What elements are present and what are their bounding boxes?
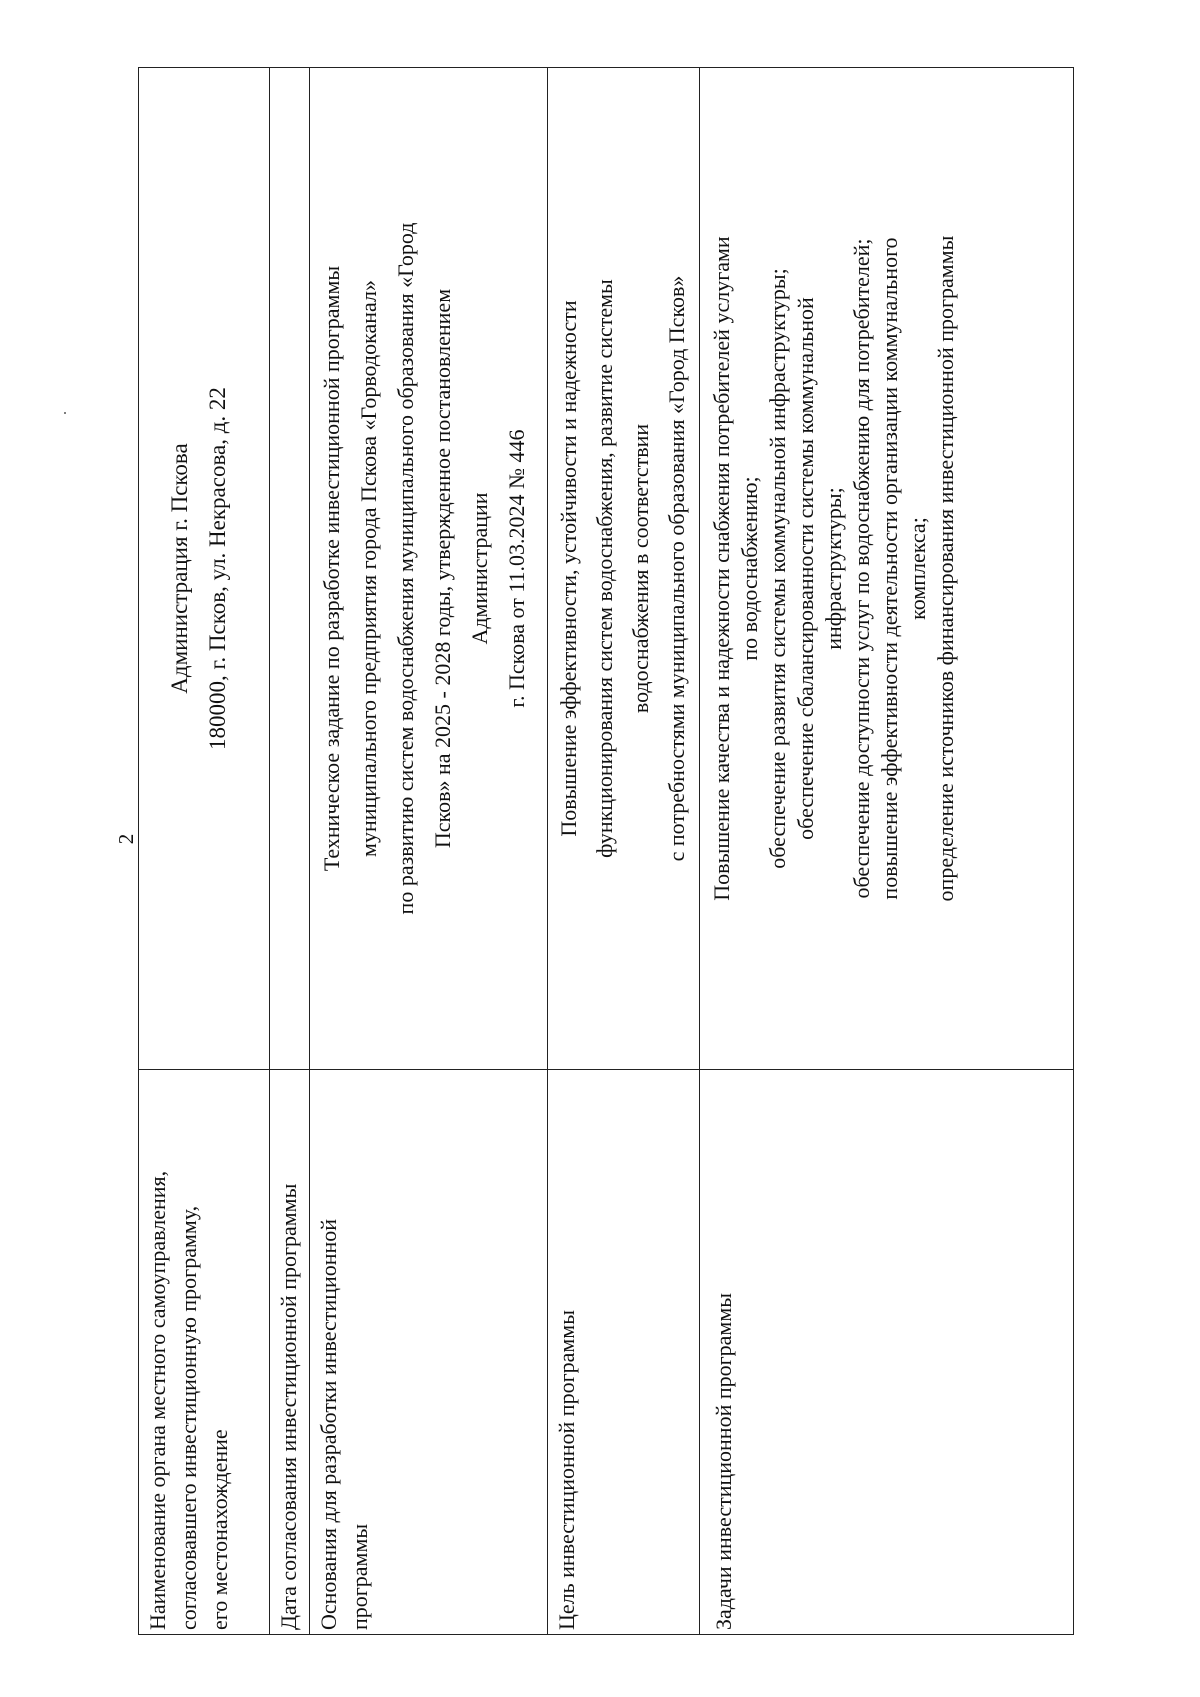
value-line: Повышение качества и надежности снабжения потребителей услугами — [709, 236, 734, 901]
table-row — [270, 68, 310, 1635]
label-line: программы — [347, 1523, 372, 1630]
value-line: обеспечение доступности услуг по водоснабжению для потребителей; — [849, 238, 874, 899]
value-line: водоснабжения в соответствии — [628, 423, 653, 714]
row-value-approval-date — [270, 68, 310, 1070]
value-line: Администрации — [467, 492, 492, 645]
row-label-approval-date — [270, 1070, 310, 1635]
table-row — [700, 68, 1074, 1635]
label-line: его местонахождение — [207, 1429, 232, 1630]
rotated-table-wrapper — [138, 68, 1073, 1635]
value-line: обеспечение сбалансированности системы коммунальной — [793, 297, 818, 840]
value-line: 180000, г. Псков, ул. Некрасова, д. 22 — [205, 387, 230, 750]
value-line: с потребностями муниципального образования «Город Псков» — [664, 275, 689, 862]
table-row — [548, 68, 700, 1635]
label-line: Основания для разработки инвестиционной — [316, 1218, 341, 1630]
table-row — [310, 68, 548, 1635]
row-label-tasks — [700, 1070, 1074, 1635]
row-label-goal — [548, 1070, 700, 1635]
value-line: инфраструктуры; — [821, 487, 846, 650]
table-row — [139, 68, 270, 1635]
value-line: обеспечение развития системы коммунальной инфраструктуры; — [765, 268, 790, 869]
row-label-basis — [310, 1070, 548, 1635]
scan-speck — [64, 412, 66, 414]
value-line: определение источников финансирования инвестиционной программы — [933, 235, 958, 902]
label-line: Наименование органа местного самоуправления, — [145, 1170, 170, 1630]
value-line: Псков» на 2025 - 2028 годы, утвержденное постановлением — [430, 288, 455, 849]
page-number: 2 — [114, 833, 138, 845]
row-value-tasks — [700, 68, 1074, 1070]
label-line: согласовавшего инвестиционную программу, — [176, 1205, 201, 1630]
passport-table — [138, 67, 1074, 1635]
row-value-authority — [139, 68, 270, 1070]
label-line: Цель инвестиционной программы — [554, 1310, 579, 1630]
value-line: Повышение эффективности, устойчивости и надежности — [556, 300, 581, 837]
value-line: функционирования систем водоснабжения, развитие системы — [592, 279, 617, 858]
value-line: муниципального предприятия города Пскова «Горводоканал» — [356, 280, 381, 857]
value-line: г. Пскова от 11.03.2024 № 446 — [504, 429, 529, 708]
row-label-authority — [139, 1070, 270, 1635]
value-line: повышение эффективности деятельности организации коммунального — [877, 237, 902, 900]
value-line: по развитию систем водоснабжения муниципального образования «Город — [393, 222, 418, 915]
value-line: Техническое задание по разработке инвестиционной программы — [319, 265, 344, 872]
value-line: комплекса; — [905, 517, 930, 620]
row-value-goal — [548, 68, 700, 1070]
row-value-basis — [310, 68, 548, 1070]
value-line: по водоснабжению; — [737, 476, 762, 661]
label-line: Задачи инвестиционной программы — [711, 1292, 736, 1630]
value-line: Администрация г. Пскова — [167, 443, 192, 694]
label-line: Дата согласования инвестиционной программы — [276, 1183, 301, 1630]
